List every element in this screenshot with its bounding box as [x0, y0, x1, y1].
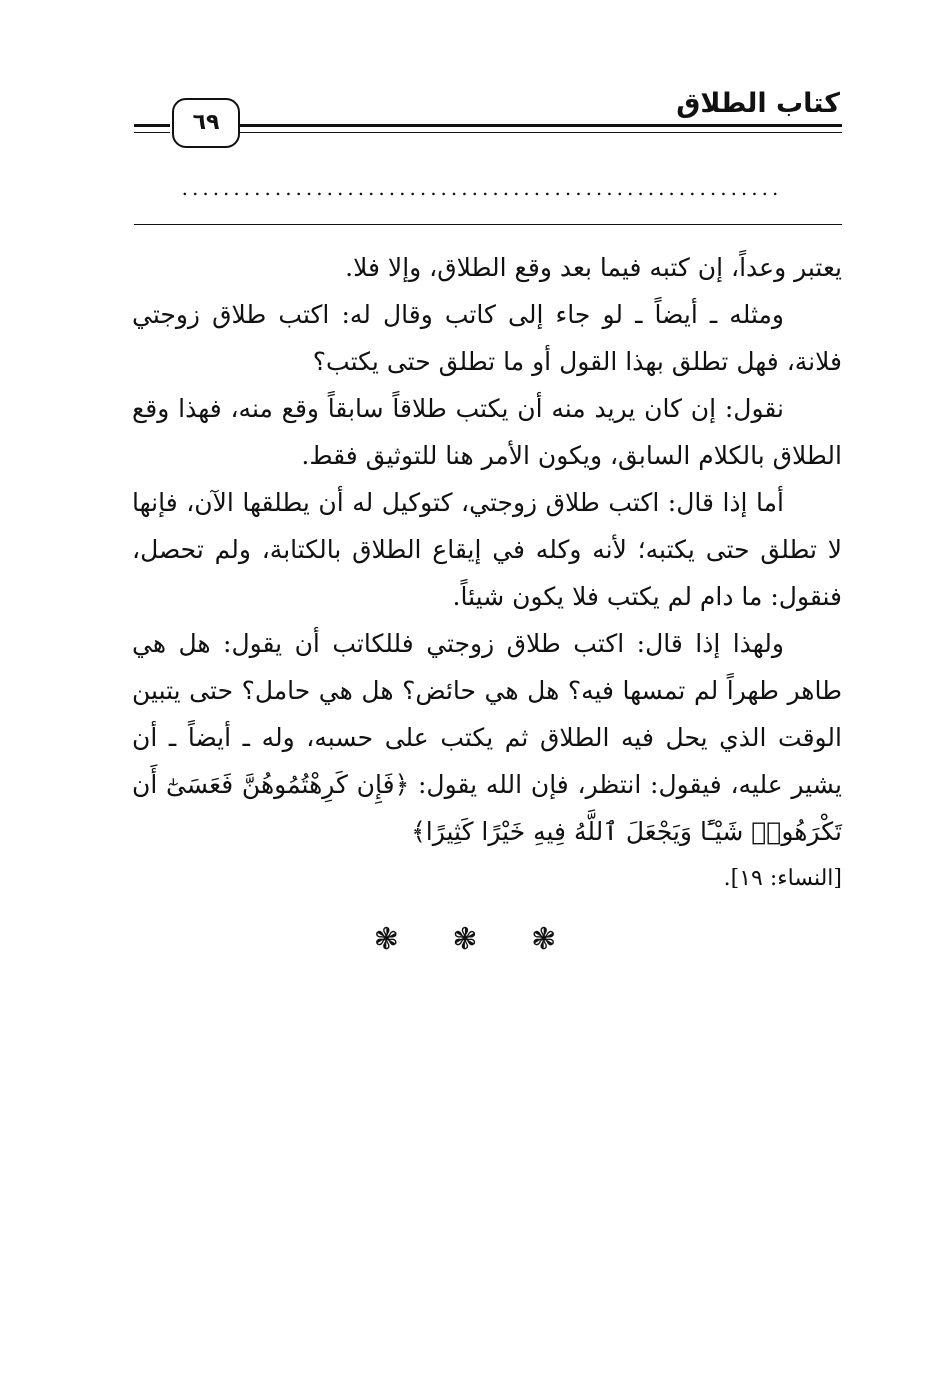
quran-citation: [النساء: ١٩].: [723, 866, 842, 891]
section-separator: [134, 224, 842, 225]
section-end-ornament: ❃ ❃ ❃: [373, 922, 579, 957]
header-rule-left: [134, 124, 170, 127]
body-text: [132, 244, 842, 902]
dotted-line: ..........................................................: [181, 176, 783, 200]
book-title: كتاب الطلاق: [676, 88, 840, 119]
paragraph: ولهذا إذا قال: اكتب طلاق زوجتي فللكاتب أن يقول: هل هي طاهر طهراً لم تمسها فيه؟ هل هي حائض؟ هل هي حامل؟ حتى يتبين الوقت الذي يحل فيه الطلاق ثم يكتب على حسبه، وله ـ أيضاً ـ أن يشير عليه، فيقول: انتظر، فإن الله يقول: ﴿فَإِن كَرِهْتُمُوهُنَّ فَعَسَىٰٓ أَن تَكْرَهُوا۟ شَيْـًٔا وَيَجْعَلَ ٱللَّهُ فِيهِ خَيْرًا كَثِيرًا﴾: [132, 629, 842, 846]
header-rule-right: [240, 124, 842, 127]
paragraph: أما إذا قال: اكتب طلاق زوجتي، كتوكيل له أن يطلقها الآن، فإنها لا تطلق حتى يكتبه؛ لأنه وكله في إيقاع الطلاق بالكتابة، ولم تحصل، فنقول: ما دام لم يكتب فلا يكون شيئاً.: [132, 488, 842, 611]
header-rule-right-thin: [240, 132, 842, 133]
page-number: ٦٩: [172, 98, 240, 148]
header-rule-left-thin: [134, 132, 170, 133]
paragraph: نقول: إن كان يريد منه أن يكتب طلاقاً سابقاً وقع منه، فهذا وقع الطلاق بالكلام السابق، ويكون الأمر هنا للتوثيق فقط.: [132, 394, 842, 470]
paragraph: ومثله ـ أيضاً ـ لو جاء إلى كاتب وقال له: اكتب طلاق زوجتي فلانة، فهل تطلق بهذا القول أو ما تطلق حتى يكتب؟: [132, 300, 842, 376]
paragraph: يعتبر وعداً، إن كتبه فيما بعد وقع الطلاق، وإلا فلا.: [345, 253, 842, 282]
